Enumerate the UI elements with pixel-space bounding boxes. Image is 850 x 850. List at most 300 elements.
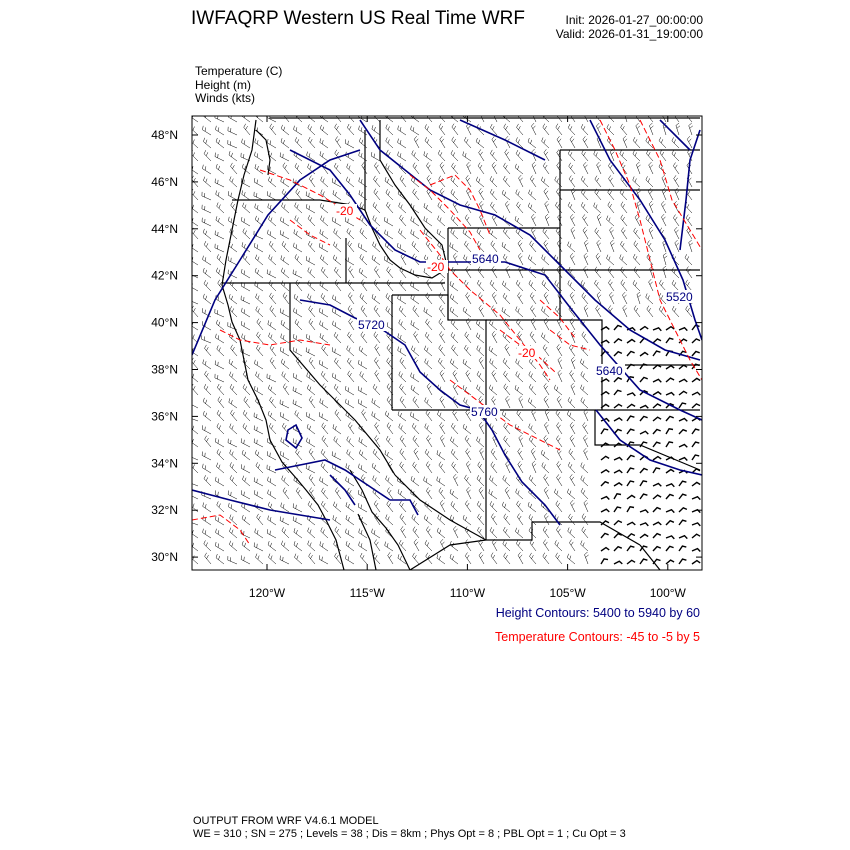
height-label: 5760 bbox=[471, 405, 498, 419]
wind-barb bbox=[293, 373, 302, 382]
wind-barb bbox=[557, 422, 563, 434]
longitude-labels bbox=[249, 586, 687, 600]
wind-barb bbox=[440, 370, 445, 382]
wind-barb bbox=[581, 176, 588, 187]
wind-barb bbox=[424, 203, 432, 213]
wind-barb bbox=[307, 438, 316, 447]
wind-barb bbox=[255, 360, 264, 369]
wind-barb bbox=[257, 319, 263, 330]
wind-barb bbox=[543, 124, 549, 135]
wind-barb bbox=[374, 306, 380, 317]
wind-barb bbox=[674, 227, 679, 239]
wind-barb bbox=[479, 149, 484, 161]
wind-barb bbox=[503, 228, 510, 239]
wind-barb bbox=[215, 542, 224, 551]
wind-barb bbox=[543, 371, 549, 382]
wind-barb bbox=[477, 437, 485, 447]
wind-barb bbox=[518, 292, 524, 304]
wind-barb bbox=[570, 136, 575, 148]
wind-barb bbox=[281, 334, 289, 343]
wind-barb bbox=[666, 416, 674, 421]
wind-barb bbox=[398, 152, 406, 161]
wind-barb bbox=[296, 488, 302, 499]
wind-barb bbox=[333, 255, 341, 265]
wind-barb bbox=[307, 112, 315, 122]
wind-barb bbox=[425, 424, 432, 435]
wind-barb bbox=[401, 526, 406, 538]
wind-barb bbox=[490, 176, 497, 187]
wind-barb bbox=[567, 489, 575, 499]
wind-barb bbox=[568, 280, 575, 291]
wind-barb bbox=[581, 202, 588, 213]
wind-barb bbox=[601, 548, 609, 551]
wind-barb bbox=[217, 423, 224, 434]
wind-barb bbox=[517, 475, 524, 486]
wind-barb bbox=[570, 292, 575, 304]
wind-barb bbox=[556, 124, 562, 135]
wind-barb bbox=[320, 203, 328, 213]
wind-barb bbox=[504, 436, 510, 447]
wind-barb bbox=[230, 450, 237, 460]
wind-barb bbox=[411, 385, 419, 395]
wind-barb bbox=[532, 409, 536, 421]
wind-barb bbox=[614, 458, 622, 461]
wind-barb bbox=[689, 240, 693, 252]
wind-barb bbox=[189, 478, 198, 486]
wind-barb bbox=[492, 292, 497, 304]
wind-barb bbox=[229, 151, 237, 161]
axis-ticks bbox=[192, 116, 702, 570]
wind-barb bbox=[662, 175, 666, 187]
wind-barb bbox=[479, 188, 484, 200]
wind-barb bbox=[465, 475, 472, 486]
wind-barb bbox=[649, 123, 653, 135]
wind-barb bbox=[490, 476, 498, 486]
wind-barb bbox=[478, 163, 484, 174]
wind-barb bbox=[666, 546, 674, 551]
wind-barb bbox=[321, 462, 328, 473]
wind-barb bbox=[358, 386, 367, 395]
wind-barb bbox=[570, 474, 575, 486]
wind-barb bbox=[359, 437, 367, 447]
wind-barb bbox=[627, 560, 635, 564]
wind-barb bbox=[335, 488, 341, 500]
wind-barb bbox=[371, 152, 380, 161]
wind-barb bbox=[372, 398, 380, 408]
wind-barb bbox=[231, 345, 237, 356]
wind-barb bbox=[490, 359, 497, 369]
wind-barb bbox=[679, 419, 687, 422]
wind-barb bbox=[440, 188, 445, 200]
wind-barb bbox=[504, 124, 510, 135]
wind-barb bbox=[203, 503, 211, 513]
wind-barb bbox=[411, 112, 419, 122]
wind-barb bbox=[557, 396, 562, 408]
wind-barb bbox=[335, 136, 341, 148]
wind-barb bbox=[242, 112, 250, 122]
wind-barb bbox=[203, 126, 212, 135]
wind-barb bbox=[413, 553, 420, 564]
wind-barb bbox=[230, 280, 237, 291]
wind-barb bbox=[692, 549, 700, 552]
latitude-label: 34°N bbox=[151, 456, 178, 471]
wind-barb bbox=[518, 461, 523, 473]
wind-barb bbox=[692, 455, 699, 460]
wind-barb bbox=[229, 333, 237, 343]
wind-barb bbox=[358, 360, 367, 369]
wind-barb bbox=[333, 502, 341, 512]
wind-barb bbox=[503, 293, 510, 304]
wind-barb bbox=[581, 385, 589, 395]
wind-barb bbox=[558, 357, 562, 369]
wind-barb bbox=[580, 359, 588, 369]
wind-barb bbox=[255, 450, 263, 460]
wind-barb bbox=[411, 346, 419, 356]
wind-barb bbox=[692, 442, 699, 447]
wind-barb bbox=[424, 307, 432, 317]
wind-barb bbox=[568, 124, 575, 135]
wind-barb bbox=[426, 488, 432, 500]
wind-barb bbox=[358, 503, 367, 512]
wind-barb bbox=[254, 426, 263, 435]
wind-barb bbox=[633, 150, 640, 161]
wind-barb bbox=[666, 429, 673, 434]
wind-barb bbox=[608, 202, 614, 213]
wind-barb bbox=[268, 411, 276, 421]
wind-barb bbox=[584, 409, 588, 421]
wind-barb bbox=[477, 371, 484, 382]
wind-barb bbox=[346, 529, 355, 538]
wind-barb bbox=[544, 422, 549, 434]
wind-barb bbox=[256, 372, 264, 382]
wind-barb bbox=[230, 372, 238, 382]
wind-barb bbox=[479, 487, 484, 499]
wind-barb bbox=[437, 411, 445, 421]
wind-barb bbox=[581, 463, 588, 474]
wind-barb bbox=[666, 510, 674, 513]
wind-barb bbox=[489, 489, 497, 499]
wind-barb bbox=[203, 294, 211, 304]
wind-barb bbox=[621, 280, 627, 291]
wind-barb bbox=[241, 296, 250, 304]
wind-barb bbox=[545, 409, 549, 421]
wind-barb bbox=[464, 345, 471, 356]
wind-barb bbox=[254, 490, 263, 499]
wind-barb bbox=[477, 280, 484, 291]
wind-barb bbox=[531, 123, 536, 135]
wind-barb bbox=[360, 553, 367, 564]
wind-barb bbox=[679, 520, 686, 525]
wind-barb bbox=[479, 305, 484, 317]
wind-barb bbox=[637, 201, 641, 213]
wind-barb bbox=[614, 547, 622, 551]
wind-barb bbox=[359, 464, 368, 473]
wind-barb bbox=[596, 305, 601, 317]
wind-barb bbox=[306, 412, 315, 421]
wind-barb bbox=[491, 514, 497, 526]
wind-barb bbox=[203, 112, 211, 122]
wind-barb bbox=[529, 267, 536, 278]
wind-barb bbox=[464, 255, 472, 265]
wind-barb bbox=[568, 528, 575, 539]
wind-barb bbox=[282, 281, 290, 291]
wind-barb bbox=[478, 514, 485, 525]
wind-barb bbox=[477, 475, 484, 486]
wind-barb bbox=[204, 475, 211, 486]
wind-barb bbox=[492, 331, 497, 343]
wind-barb bbox=[516, 540, 523, 551]
wind-barb bbox=[426, 163, 432, 175]
wind-barb bbox=[530, 540, 536, 551]
wind-barb bbox=[295, 410, 302, 421]
wind-barb bbox=[515, 164, 523, 174]
wind-barb bbox=[308, 281, 315, 292]
wind-barb bbox=[679, 328, 687, 331]
wind-barb bbox=[322, 345, 328, 356]
wind-barb bbox=[568, 202, 575, 213]
wind-barb bbox=[679, 481, 686, 486]
wind-barb bbox=[463, 385, 471, 395]
wind-barb bbox=[451, 189, 458, 200]
wind-barb bbox=[568, 242, 576, 252]
wind-barb bbox=[516, 150, 523, 161]
wind-barb bbox=[452, 163, 459, 174]
wind-barb bbox=[503, 540, 510, 551]
wind-barb bbox=[597, 214, 601, 226]
wind-barb bbox=[283, 384, 289, 396]
wind-barb bbox=[663, 266, 667, 278]
height-label: 5520 bbox=[666, 290, 693, 304]
wind-barb bbox=[517, 514, 523, 526]
wind-barb bbox=[267, 451, 276, 460]
wind-barb bbox=[320, 255, 328, 265]
wind-barb bbox=[620, 150, 627, 161]
wind-barb bbox=[203, 398, 211, 408]
wind-barb bbox=[692, 534, 700, 538]
wind-barb bbox=[372, 412, 380, 422]
wind-barb bbox=[530, 241, 536, 252]
wind-barb bbox=[306, 348, 315, 357]
wind-barb bbox=[620, 189, 627, 200]
wind-barb bbox=[374, 357, 380, 369]
wind-barb bbox=[294, 243, 303, 252]
wind-barb bbox=[320, 229, 328, 239]
wind-barb bbox=[427, 175, 432, 187]
wind-barb bbox=[453, 383, 458, 395]
wind-barb bbox=[686, 267, 692, 279]
wind-barb bbox=[437, 528, 445, 538]
wind-barb bbox=[203, 138, 211, 148]
wind-barb bbox=[280, 347, 289, 356]
wind-barb bbox=[267, 139, 276, 148]
wind-barb bbox=[425, 540, 432, 551]
wind-barb bbox=[453, 474, 458, 486]
wind-barb bbox=[451, 449, 458, 460]
wind-barb bbox=[334, 332, 341, 343]
wind-barb bbox=[359, 178, 367, 188]
wind-barb bbox=[319, 243, 328, 252]
wind-barb bbox=[517, 501, 524, 512]
wind-barb bbox=[294, 308, 303, 317]
wind-barb bbox=[190, 112, 198, 122]
wind-barb bbox=[582, 293, 588, 304]
wind-barb bbox=[189, 399, 198, 408]
wind-barb bbox=[582, 332, 588, 343]
wind-barb bbox=[440, 396, 445, 408]
wind-barb bbox=[244, 124, 250, 135]
wind-barb bbox=[504, 371, 511, 382]
wind-barb bbox=[653, 508, 661, 512]
wind-barb bbox=[414, 331, 419, 343]
wind-barb bbox=[320, 125, 328, 135]
wind-barb bbox=[439, 488, 445, 499]
wind-barb bbox=[672, 306, 679, 317]
wind-barb bbox=[398, 295, 406, 304]
wind-barb bbox=[490, 189, 497, 200]
wind-barb bbox=[518, 240, 523, 252]
wind-barb bbox=[296, 189, 302, 200]
wind-barb bbox=[692, 523, 700, 526]
wind-barb bbox=[230, 424, 237, 434]
wind-barb bbox=[241, 555, 250, 564]
wind-barb bbox=[627, 495, 635, 499]
wind-barb bbox=[465, 332, 471, 343]
wind-barb bbox=[216, 138, 224, 148]
wind-barb bbox=[281, 541, 289, 551]
wind-barb bbox=[400, 436, 406, 447]
wind-barb bbox=[228, 439, 237, 447]
wind-barb bbox=[374, 189, 380, 200]
wind-barb bbox=[609, 175, 615, 187]
wind-barb bbox=[528, 398, 536, 408]
wind-barb bbox=[614, 507, 621, 512]
wind-barb bbox=[567, 554, 575, 564]
wind-barb bbox=[530, 176, 536, 188]
wind-barb bbox=[411, 126, 419, 135]
wind-barb bbox=[268, 490, 276, 499]
wind-barb bbox=[679, 508, 687, 512]
wind-barb bbox=[570, 435, 575, 447]
wind-barb bbox=[229, 294, 237, 304]
wind-barb bbox=[637, 292, 641, 304]
wind-barb bbox=[242, 476, 250, 486]
wind-barb bbox=[530, 306, 536, 318]
wind-barb bbox=[320, 112, 328, 122]
temperature-label: -20 bbox=[518, 346, 536, 360]
wind-barb bbox=[400, 215, 407, 226]
wind-barb bbox=[215, 309, 224, 317]
wind-barb bbox=[653, 392, 661, 395]
wind-barb bbox=[334, 384, 341, 395]
wind-barb bbox=[516, 190, 523, 201]
wind-barb bbox=[426, 241, 432, 252]
wind-barb bbox=[399, 319, 406, 330]
map-frame bbox=[192, 116, 702, 570]
wind-barb bbox=[466, 175, 471, 187]
wind-barb bbox=[531, 448, 536, 460]
wind-barb bbox=[361, 280, 367, 291]
wind-barb bbox=[319, 360, 328, 369]
longitude-label: 105°W bbox=[549, 586, 586, 600]
wind-barb bbox=[332, 217, 341, 226]
wind-barb bbox=[333, 424, 341, 434]
longitude-label: 100°W bbox=[649, 586, 686, 600]
wind-barb bbox=[205, 436, 211, 447]
wind-barb bbox=[627, 351, 635, 356]
wind-barb bbox=[386, 137, 393, 148]
wind-barb bbox=[294, 528, 302, 538]
wind-barb bbox=[242, 308, 251, 317]
wind-barb bbox=[425, 449, 432, 460]
wind-barb bbox=[333, 321, 342, 330]
wind-barb bbox=[241, 438, 250, 447]
wind-barb bbox=[646, 294, 653, 305]
wind-barb bbox=[614, 326, 622, 331]
wind-barb bbox=[280, 230, 289, 239]
wind-barb bbox=[388, 552, 393, 564]
wind-barb bbox=[215, 179, 224, 187]
wind-barb bbox=[679, 546, 686, 551]
wind-barb bbox=[608, 267, 614, 278]
wind-barb bbox=[426, 319, 433, 330]
longitude-label: 120°W bbox=[248, 586, 286, 600]
wind-barb bbox=[320, 477, 328, 486]
wind-barb bbox=[216, 554, 224, 564]
wind-barb bbox=[692, 482, 700, 486]
wind-barb bbox=[477, 228, 484, 239]
wind-barb bbox=[280, 556, 289, 564]
wind-barb bbox=[542, 111, 549, 122]
wind-barb bbox=[425, 124, 432, 135]
wind-barb bbox=[666, 378, 674, 382]
wind-barb bbox=[653, 379, 661, 382]
wind-barb bbox=[308, 124, 315, 135]
wind-barb bbox=[293, 516, 302, 525]
wind-barb bbox=[361, 332, 367, 343]
wind-barb bbox=[215, 153, 224, 161]
wind-barb bbox=[555, 540, 562, 551]
wind-barb bbox=[666, 442, 673, 447]
wind-barb bbox=[627, 468, 634, 473]
wind-barb bbox=[190, 217, 198, 227]
wind-barb bbox=[653, 547, 661, 551]
wind-barb bbox=[270, 306, 276, 317]
wind-barb bbox=[438, 216, 446, 226]
wind-barb bbox=[463, 229, 471, 239]
valid-time: Valid: 2026-01-31_19:00:00 bbox=[555, 27, 703, 41]
wind-barb bbox=[492, 136, 497, 148]
wind-barb bbox=[556, 526, 562, 538]
wind-barb bbox=[490, 150, 497, 161]
wind-barb bbox=[596, 253, 601, 265]
wind-barb bbox=[581, 476, 588, 487]
wind-barb bbox=[607, 216, 615, 226]
wind-barb bbox=[254, 386, 263, 395]
wind-barb bbox=[519, 175, 524, 187]
wind-barb bbox=[242, 190, 250, 200]
wind-barb bbox=[349, 266, 355, 278]
wind-barb bbox=[295, 216, 302, 227]
wind-barb bbox=[583, 422, 588, 434]
wind-barb bbox=[450, 541, 458, 551]
wind-barb bbox=[268, 477, 277, 486]
wind-barb bbox=[614, 390, 622, 395]
wind-barb bbox=[601, 482, 609, 486]
wind-barb bbox=[281, 255, 289, 265]
wind-barb bbox=[280, 400, 289, 408]
wind-barb bbox=[255, 268, 263, 278]
wind-barb bbox=[517, 410, 523, 421]
